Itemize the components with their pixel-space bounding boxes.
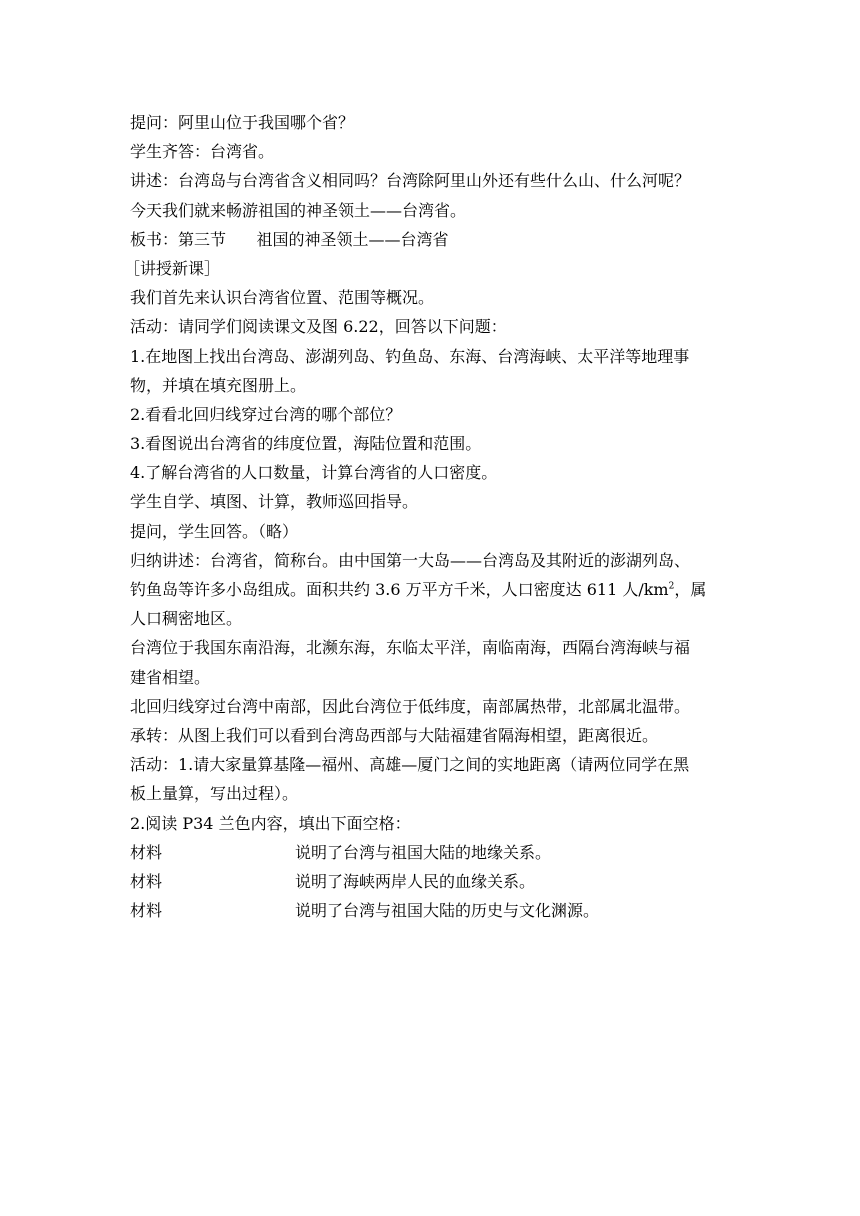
paragraph-line: 建省相望。	[130, 667, 211, 687]
paragraph-line: 北回归线穿过台湾中南部，因此台湾位于低纬度，南部属热带，北部属北温带。	[130, 696, 691, 716]
paragraph-line: 提问，学生回答。（略）	[130, 521, 299, 541]
task-line: 1.在地图上找出台湾岛、澎湖列岛、钓鱼岛、东海、台湾海峡、太平洋等地理事	[130, 346, 690, 366]
summary-line: 归纳讲述：台湾省，简称台。由中国第一大岛——台湾岛及其附近的澎湖列岛、	[130, 550, 691, 570]
board-title-line: 板书：第三节 祖国的神圣领土——台湾省	[130, 229, 449, 249]
material-row	[130, 867, 735, 896]
material-desc: 说明了台湾与祖国大陆的历史与文化渊源。	[295, 901, 600, 921]
narration-line: 讲述：台湾岛与台湾省含义相同吗？台湾除阿里山外还有些什么山、什么河呢？	[130, 171, 691, 191]
answer-line: 学生齐答：台湾省。	[130, 142, 275, 162]
material-row	[130, 838, 735, 867]
density-text: 钓鱼岛等许多小岛组成。面积共约 3.6 万平方千米，人口密度达 611 人/km	[130, 580, 669, 599]
superscript-unit: 2	[668, 581, 675, 592]
material-desc: 说明了海峡两岸人民的血缘关系。	[295, 871, 536, 891]
material-label: 材料	[130, 901, 163, 921]
section-heading: ［讲授新课］	[124, 258, 221, 278]
paragraph-line: 人口稠密地区。	[130, 609, 243, 629]
activity-line: 板上量算，写出过程）。	[130, 784, 299, 804]
density-line	[130, 575, 735, 604]
material-label: 材料	[130, 871, 163, 891]
activity-line: 活动：请同学们阅读课文及图 6.22，回答以下问题：	[130, 317, 507, 337]
density-text-end: ，属	[674, 580, 707, 599]
material-row	[130, 896, 735, 925]
document-page	[124, 108, 735, 925]
narration-line: 今天我们就来畅游祖国的神圣领土——台湾省。	[130, 200, 467, 220]
question-line: 提问：阿里山位于我国哪个省？	[130, 113, 355, 132]
task-line: 2.阅读 P34 兰色内容，填出下面空格：	[130, 813, 411, 833]
paragraph-line: 我们首先来认识台湾省位置、范围等概况。	[130, 288, 435, 308]
task-line: 3.看图说出台湾省的纬度位置，海陆位置和范围。	[130, 434, 482, 454]
material-desc: 说明了台湾与祖国大陆的地缘关系。	[295, 842, 552, 862]
task-line: 物，并填在填充图册上。	[130, 375, 307, 395]
task-line: 4.了解台湾省的人口数量，计算台湾省的人口密度。	[130, 463, 498, 483]
task-line: 2.看看北回归线穿过台湾的哪个部位？	[130, 404, 402, 424]
material-label: 材料	[130, 842, 163, 862]
paragraph-line: 承转：从图上我们可以看到台湾岛西部与大陆福建省隔海相望，距离很近。	[130, 725, 659, 745]
activity-line: 活动：1.请大家量算基隆—福州、高雄—厦门之间的实地距离（请两位同学在黑	[130, 755, 690, 775]
paragraph-line: 学生自学、填图、计算，教师巡回指导。	[130, 492, 419, 512]
paragraph-line: 台湾位于我国东南沿海，北濒东海，东临太平洋，南临南海，西隔台湾海峡与福	[130, 638, 691, 658]
